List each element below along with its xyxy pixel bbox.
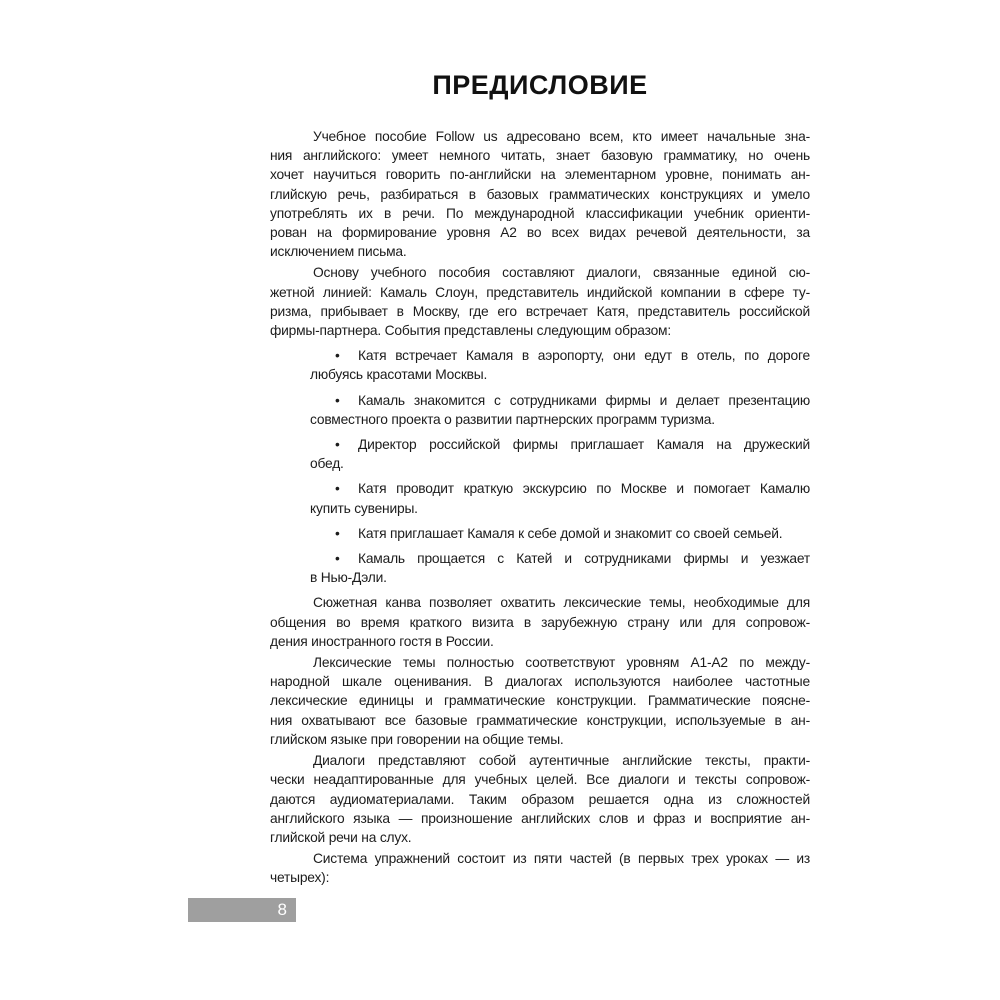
bullet-item	[310, 391, 810, 429]
text-line: совместного проекта о развитии партнерских программ туризма.	[310, 411, 715, 427]
text-line: лексические единицы и грамматические конструкции. Грамматические поясне-	[270, 693, 810, 709]
paragraph	[270, 653, 810, 749]
page-number: 8	[277, 900, 287, 919]
text-line: Система упражнений состоит из пяти частей (в первых трех уроках — из	[313, 851, 810, 867]
text-line: фирмы-партнера. События представлены следующим образом:	[270, 323, 671, 339]
text-line: употреблять их в речи. По международной классификации учебник ориенти-	[270, 205, 810, 221]
bullet-icon: •	[335, 525, 340, 541]
text-line: купить сувениры.	[310, 500, 418, 516]
page-number-bar	[188, 898, 296, 922]
text-line: Лексические темы полностью соответствуют уровням А1-А2 по между-	[313, 655, 810, 671]
text-line: чески неадаптированные для учебных целей. Все диалоги и тексты сопровож-	[270, 772, 810, 788]
text-line: Катя проводит краткую экскурсию по Москве и помогает Камалю	[358, 481, 810, 497]
text-line: глийском языке при говорении на общие темы.	[270, 731, 564, 747]
text-line: ризма, прибывает в Москву, где его встречает Катя, представитель российской	[270, 303, 810, 319]
text-line: в Нью-Дэли.	[310, 570, 387, 586]
text-line: Диалоги представляют собой аутентичные английские тексты, практи-	[313, 753, 810, 769]
text-line: английского языка — произношение английских слов и фраз и восприятие ан-	[270, 810, 810, 826]
text-line: Директор российской фирмы приглашает Камаля на дружеский	[358, 437, 810, 453]
bullet-item	[310, 479, 810, 517]
text-line: Камаль прощается с Катей и сотрудниками фирмы и уезжает	[358, 551, 810, 567]
text-line: ния английского: умеет немного читать, знает базовую грамматику, но очень	[270, 148, 810, 164]
text-line: глийскую речь, разбираться в базовых грамматических конструкциях и умело	[270, 186, 810, 202]
text-line: дения иностранного гостя в России.	[270, 633, 494, 649]
text-line: исключением письма.	[270, 244, 407, 260]
text-line: глийской речи на слух.	[270, 829, 412, 845]
bullet-item	[310, 524, 810, 543]
bullet-item	[310, 549, 810, 587]
text-line: любуясь красотами Москвы.	[310, 367, 488, 383]
text-line: четырех):	[270, 870, 330, 886]
text-line: жетной линией: Камаль Слоун, представитель индийской компании в сфере ту-	[270, 284, 810, 300]
bullet-icon: •	[335, 348, 340, 364]
text-line: Сюжетная канва позволяет охватить лексические темы, необходимые для	[313, 595, 810, 611]
bullet-icon: •	[335, 551, 340, 567]
text-line: Учебное пособие Follow us адресовано всем, кто имеет начальные зна-	[313, 129, 810, 144]
text-line: ния охватывают все базовые грамматические конструкции, используемые в ан-	[270, 712, 810, 728]
text-line: хочет научиться говорить по-английски на элементарном уровне, понимать ан-	[270, 167, 810, 183]
text-line: обед.	[310, 456, 344, 472]
paragraph	[270, 593, 810, 651]
paragraph	[270, 751, 810, 847]
text-line: Катя встречает Камаля в аэропорту, они едут в отель, по дороге	[358, 348, 810, 364]
text-blocks	[270, 127, 810, 888]
text-line: Катя приглашает Камаля к себе домой и знакомит со своей семьей.	[358, 525, 783, 541]
bullet-icon: •	[335, 437, 340, 453]
text-line: Камаль знакомится с сотрудниками фирмы и делает презентацию	[358, 392, 810, 408]
bullet-item	[310, 346, 810, 384]
text-line: Основу учебного пособия составляют диалоги, связанные единой сю-	[313, 265, 810, 281]
text-line: даются аудиоматериалами. Таким образом решается одна из сложностей	[270, 791, 810, 807]
bullet-icon: •	[335, 392, 340, 408]
bullet-icon: •	[335, 481, 340, 497]
paragraph	[270, 127, 810, 261]
text-line: народной шкале оценивания. В диалогах используются наиболее частотные	[270, 674, 810, 690]
page-title: ПРЕДИСЛОВИЕ	[432, 70, 648, 100]
paragraph	[270, 849, 810, 887]
paragraph	[270, 263, 810, 340]
text-line: общения во время краткого визита в зарубежную страну или для сопровож-	[270, 614, 810, 630]
text-line: рован на формирование уровня А2 во всех видах речевой деятельности, за	[270, 225, 810, 241]
bullet-item	[310, 435, 810, 473]
